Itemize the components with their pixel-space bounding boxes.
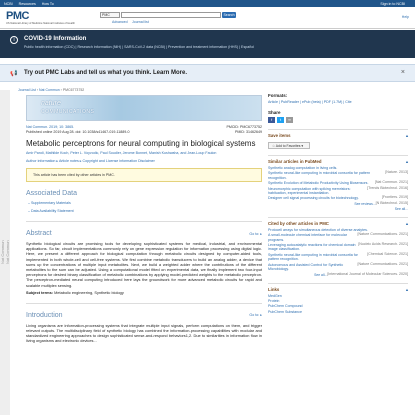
goto-menu[interactable]: Go to: ▸	[249, 313, 262, 318]
pmc-logo-subtitle: US National Library of Medicine National Institutes of Health	[6, 22, 75, 25]
links-heading[interactable]: Links	[268, 286, 280, 292]
cited-article-source: [Nature Communications. 2021]	[357, 232, 408, 237]
similar-article-title[interactable]: Designer cell signal processing circuits for biotechnology.	[268, 196, 359, 201]
similar-article-title[interactable]: Synthetic analog computation in living cells.	[268, 166, 338, 170]
cited-article-source: [Nature Communications. 2021]	[357, 261, 408, 266]
save-items-section	[268, 129, 408, 149]
stripe-label: Nat Commun	[5, 240, 10, 265]
intro-heading: Introduction	[26, 311, 63, 319]
pmc-labs-text[interactable]: Try out PMC Labs and tell us what you think. Learn More.	[24, 70, 188, 76]
pmid[interactable]: PMID: 31462649	[235, 130, 262, 134]
link-icon[interactable]: ∞	[286, 117, 293, 123]
cited-article-source: [Chemical Science. 2021]	[367, 251, 408, 256]
share-heading: Share	[268, 110, 281, 115]
article-title: Metabolic perceptrons for neural computing in biological systems	[26, 139, 256, 148]
cited-by-section	[268, 217, 408, 277]
author-list[interactable]: Amir Pandi, Mathilde Koch, Peter L. Voyvodic, Paul Soudier, Jerome Bonnet, Manish Kushwaha, and Jean-Loup Faulon	[26, 151, 217, 155]
intro-text: Living organisms are information-processing systems that integrate multiple input signals, perform computations on them, and trigger relevant outputs. The multidisciplinary field of synthetic biology has combined the information-processing capabilities with modular and standardized engineering approaches to design sophisticated sense-and-respond behaviors1,2. Due to similarities in information flow in living organisms and electronic devices...	[26, 322, 262, 344]
covid-title: COVID-19 Information	[24, 36, 87, 42]
similar-article-source: [Nature. 2013]	[385, 170, 408, 175]
similar-article-title[interactable]: Neuromorphic computation with spiking memristors: habituation, experimental instantiation.	[268, 186, 351, 196]
collapse-icon[interactable]: ▴	[405, 286, 408, 292]
pmc-header	[0, 7, 415, 29]
similar-article-source: [N Biotechnol. 2015]	[375, 200, 408, 205]
share-buttons	[268, 117, 408, 123]
collapse-icon[interactable]: ▴	[405, 220, 408, 226]
facebook-icon[interactable]: f	[268, 117, 275, 123]
similar-article-title[interactable]: Synthetic Evolution of Metabolic Productivity Using Biosensors.	[268, 181, 369, 186]
pmcid: PMCID: PMC6773752	[226, 125, 262, 129]
abstract-heading: Abstract	[26, 230, 52, 237]
add-to-favorites-button[interactable]: ☆ Add to Favorites ▾	[268, 142, 310, 149]
links-section	[268, 283, 408, 315]
breadcrumb-journal-list[interactable]: Journal List	[18, 88, 36, 92]
resources-menu[interactable]: Resources	[18, 1, 36, 6]
breadcrumb: Journal List › Nat Commun › PMC6773752	[18, 88, 85, 92]
collapse-icon[interactable]: ▴	[405, 159, 408, 164]
subject-terms	[26, 290, 262, 295]
advanced-search-link[interactable]: Advanced	[112, 20, 128, 24]
cited-article-title[interactable]: Leveraging autocatalytic reactions for chemical domain image classification.	[268, 243, 356, 252]
pmc-logo[interactable]: PMC	[6, 10, 29, 22]
similar-articles-heading[interactable]: Similar articles in PubMed	[268, 159, 322, 164]
info-icon: i	[10, 36, 18, 44]
subject-terms-value[interactable]: Metabolic engineering, Synthetic biology	[54, 289, 124, 295]
cited-article-title[interactable]: A small-molecule chemical interface for molecular programs.	[268, 233, 347, 242]
data-availability-toggle[interactable]: – Data Availability Statement	[28, 209, 74, 213]
cited-by-heading[interactable]: Cited by other articles in PMC	[268, 220, 329, 226]
cited-article-title[interactable]: Synthetic neural-like computing in microbial consortia for pattern recognition.	[268, 252, 358, 262]
help-link[interactable]: Help	[401, 15, 409, 19]
doi-line	[26, 130, 262, 134]
close-icon[interactable]: ×	[400, 69, 405, 76]
goto-menu[interactable]: Go to: ▸	[249, 231, 262, 236]
see-all-link[interactable]: See all...	[394, 206, 408, 211]
breadcrumb-current: PMC6773752	[62, 88, 85, 92]
similar-article[interactable]	[268, 166, 408, 175]
megaphone-icon: 📢	[10, 71, 18, 77]
journal-logo-name2: COMMUNICATIONS	[41, 109, 95, 115]
cited-article[interactable]	[268, 227, 408, 237]
formats-heading: Formats:	[268, 93, 288, 98]
journal-side-stripe	[0, 90, 10, 415]
author-info-links[interactable]: Author information ▸ Article notes ▸ Copyright and License information Disclaimer	[26, 159, 155, 163]
pmc-labs-banner	[0, 64, 415, 82]
cited-article-source: [Nucleic Acids Research. 2021]	[358, 242, 408, 247]
format-links[interactable]: Article | PubReader | ePub (beta) | PDF (1.7M) | Cite	[268, 100, 352, 104]
related-link[interactable]: PubChem Compound	[268, 304, 303, 309]
related-link[interactable]: PubChem Substance	[268, 309, 302, 314]
ncbi-link[interactable]: NCBI	[4, 1, 13, 6]
supplementary-materials-toggle[interactable]: – Supplementary Materials	[28, 201, 71, 205]
collapse-icon[interactable]: ▴	[405, 133, 408, 138]
related-link[interactable]: Protein	[268, 298, 280, 303]
abstract-text: Synthetic biological circuits are promising tools for developing sophisticated systems for medical, industrial, and environmental applications. So far, circuit implementations commonly rely on gene expression regulation for information processing using digital logic. Here, we present a different approach for biological computation through metabolic circuits designed by computer-aided tools, implemented in both whole-cell and cell-free systems. We first combine metabolic transducers to build an analog adder, a device that sums up the concentrations of multiple input metabolites. Next, we build a weighted adder where the contributions of the different metabolites to the sum can be adjusted. Using a computational model fitted on experimental data, we finally implement two four-input perceptrons for desired binary classification of metabolic combinations by applying model-predicted weights to the metabolic perceptron. The perceptron-mediated neural computing introduced here lays the groundwork for more advanced metabolic circuits for rapid and scalable multiplex sensing.	[26, 241, 262, 288]
ncbi-topbar	[0, 0, 415, 7]
intro-header	[26, 312, 262, 319]
twitter-icon[interactable]: t	[277, 117, 284, 123]
stripe-label: Nat Commun	[0, 240, 5, 265]
search-input[interactable]	[121, 12, 221, 18]
similar-article-title[interactable]: Synthetic neural-like computing in microbial consortia for pattern recognition.	[268, 171, 371, 180]
similar-articles-section	[268, 155, 408, 211]
journal-logo-name: nature	[41, 100, 61, 107]
abstract-header	[26, 230, 262, 237]
related-link[interactable]: MedGen	[268, 293, 282, 298]
published-doi[interactable]: Published online 2019 Aug 28. doi: 10.1038/s41467-019-11889-0	[26, 130, 130, 134]
covid-banner	[0, 30, 415, 58]
save-items-heading[interactable]: Save items	[268, 133, 291, 138]
signin-link[interactable]: Sign in to NCBI	[380, 1, 405, 6]
cited-by-notice[interactable]: This article has been cited by other articles in PMC.	[26, 168, 262, 182]
citation-link[interactable]: Nat Commun. 2019; 10: 3865.	[26, 125, 75, 129]
subject-terms-label: Subject terms:	[26, 289, 54, 295]
citation-line	[26, 125, 262, 129]
similar-article-source: [Nat Commun. 2021]	[374, 180, 408, 185]
associated-data-heading: Associated Data	[26, 190, 77, 197]
see-all-link[interactable]: See all...	[314, 272, 328, 277]
journal-list-link[interactable]: Journal list	[132, 20, 149, 24]
covid-links[interactable]: Public health information (CDC) | Research information (NIH) | SARS-CoV-2 data (NCBI) | Prevention and treatment information (HHS) | Español	[24, 45, 255, 49]
database-select[interactable]: PMC	[100, 12, 120, 18]
sidebar	[268, 93, 408, 314]
howto-menu[interactable]: How To	[41, 1, 54, 6]
breadcrumb-journal[interactable]: Nat Commun	[39, 88, 60, 92]
search-button[interactable]: Search	[223, 13, 235, 17]
journal-banner[interactable]	[26, 95, 262, 121]
similar-article-source: [Frontiers. 2019]	[381, 195, 408, 200]
similar-article-source: [Trends Biotechnol. 2016]	[367, 185, 408, 190]
see-reviews-link[interactable]: See reviews...	[354, 201, 376, 206]
cited-article-title[interactable]: Autonomous and Assisted Control for Synthetic Microbiology.	[268, 262, 344, 272]
article-main	[26, 95, 262, 344]
cited-article-title[interactable]: Protocell arrays for simultaneous detection of diverse analytes.	[268, 227, 368, 232]
cited-article-source: [International Journal of Molecular Sciences. 2020]	[327, 271, 408, 276]
